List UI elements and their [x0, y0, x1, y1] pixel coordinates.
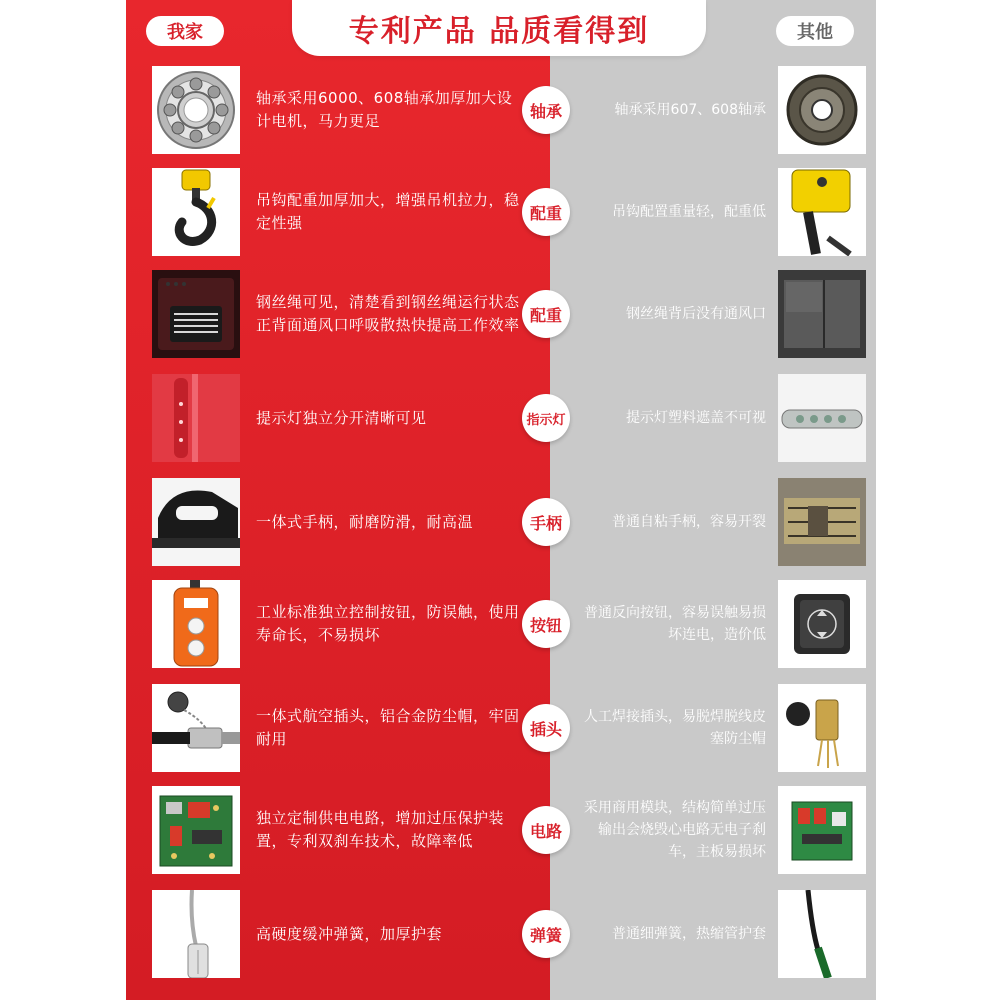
other-feature-text: 普通自粘手柄，容易开裂	[612, 514, 766, 530]
category-badge: 按钮	[522, 600, 570, 648]
handle-icon	[152, 478, 240, 566]
our-feature-text: 工业标准独立控制按钮，防误触，使用寿命长，不易损坏	[256, 603, 520, 644]
our-feature-text: 一体式手柄，耐磨防滑，耐高温	[256, 512, 474, 531]
other-feature-text: 轴承采用607、608轴承	[614, 102, 766, 118]
other-feature-text: 普通反向按钮，容易误触易损坏连电，造价低	[584, 605, 766, 643]
our-brand-tag: 我家	[146, 16, 224, 46]
hook-icon	[152, 168, 240, 256]
our-feature-text: 高硬度缓冲弹簧，加厚护套	[256, 924, 443, 943]
our-feature-text: 钢丝绳可见，清楚看到钢丝绳运行状态 正背面通风口呼吸散热快提高工作效率	[256, 293, 520, 334]
category-badge: 插头	[522, 704, 570, 752]
comparison-row-button	[0, 580, 1000, 668]
other-feature-text: 普通细弹簧，热缩管护套	[612, 926, 766, 942]
wire-rope-icon	[152, 270, 240, 358]
title-banner	[292, 0, 706, 56]
cracked-handle-icon	[778, 478, 866, 566]
our-feature-text: 独立定制供电电路，增加过压保护装置，专利双刹车技术，故障率低	[256, 809, 505, 850]
circuit-board-icon	[152, 786, 240, 874]
category-badge: 配重	[522, 188, 570, 236]
other-feature-text: 采用商用模块，结构简单过压输出会烧毁心电路无电子刹车，主板易损坏	[584, 800, 766, 860]
our-feature-text: 一体式航空插头，铝合金防尘帽，牢固耐用	[256, 707, 520, 748]
control-box-icon	[152, 580, 240, 668]
other-feature-text: 吊钩配置重量轻，配重低	[612, 204, 766, 220]
our-feature-text: 轴承采用6000、608轴承加厚加大设计电机，马力更足	[256, 89, 513, 130]
category-badge: 指示灯	[522, 394, 570, 442]
category-badge: 配重	[522, 290, 570, 338]
thin-spring-icon	[778, 890, 866, 978]
light-hook-icon	[778, 168, 866, 256]
page-title: 专利产品 品质看得到	[348, 14, 650, 49]
welded-plug-icon	[778, 684, 866, 772]
covered-light-icon	[778, 374, 866, 462]
other-feature-text: 人工焊接插头，易脱焊脱线皮塞防尘帽	[584, 709, 766, 747]
comparison-row-circuit	[0, 786, 1000, 874]
other-feature-text: 提示灯塑料遮盖不可视	[626, 410, 766, 426]
our-feature-text: 吊钩配重加厚加大，增强吊机拉力，稳定性强	[256, 191, 520, 232]
comparison-row-indicator	[0, 374, 1000, 462]
comparison-row-bearing	[0, 66, 1000, 154]
closed-housing-icon	[778, 270, 866, 358]
aviation-plug-icon	[152, 684, 240, 772]
other-brand-tag: 其他	[776, 16, 854, 46]
category-badge: 轴承	[522, 86, 570, 134]
comparison-row-handle	[0, 478, 1000, 566]
indicator-light-icon	[152, 374, 240, 462]
comparison-row-spring	[0, 890, 1000, 978]
rocker-switch-icon	[778, 580, 866, 668]
our-feature-text: 提示灯独立分开清晰可见	[256, 408, 427, 427]
comparison-row-plug	[0, 684, 1000, 772]
bearing-icon	[152, 66, 240, 154]
comparison-row-hook	[0, 168, 1000, 256]
category-badge: 手柄	[522, 498, 570, 546]
small-bearing-icon	[778, 66, 866, 154]
category-badge: 弹簧	[522, 910, 570, 958]
simple-board-icon	[778, 786, 866, 874]
category-badge: 电路	[522, 806, 570, 854]
spring-icon	[152, 890, 240, 978]
other-feature-text: 钢丝绳背后没有通风口	[626, 306, 766, 322]
comparison-row-wire-rope	[0, 270, 1000, 358]
